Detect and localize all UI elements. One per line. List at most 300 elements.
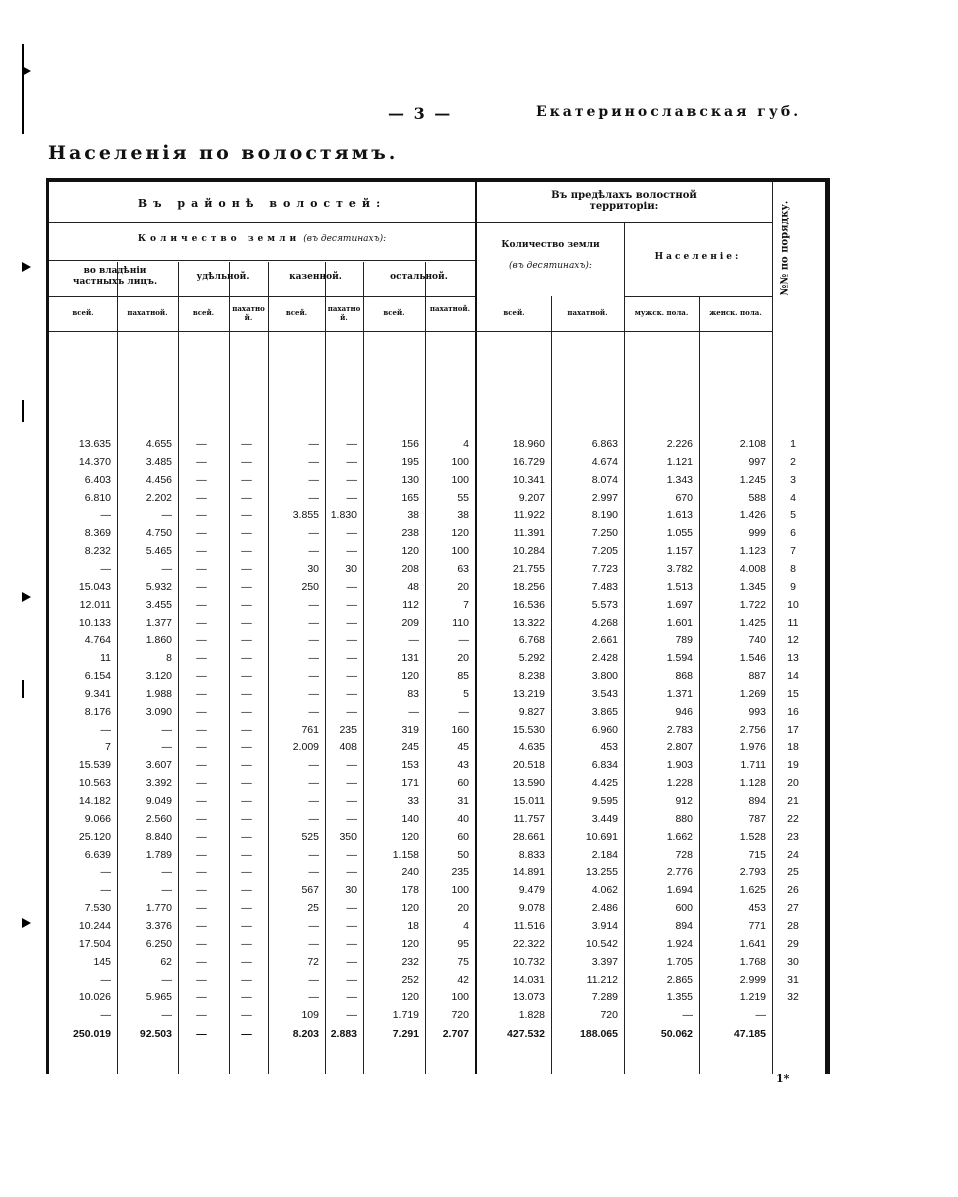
table-cell: — <box>308 617 319 629</box>
table-cell: 31 <box>787 974 799 986</box>
table-cell: 9 <box>790 581 796 593</box>
table-cell: — <box>196 849 207 861</box>
table-cell: — <box>241 741 252 753</box>
total-cell: 8.203 <box>292 1028 319 1040</box>
table-cell: — <box>241 688 252 700</box>
table-cell: 10.133 <box>78 617 111 629</box>
table-cell: 6 <box>790 527 796 539</box>
table-cell: 5 <box>790 509 796 521</box>
table-cell: 4.456 <box>145 474 172 486</box>
table-cell: 8.074 <box>591 474 618 486</box>
table-cell: 2.783 <box>666 724 693 736</box>
table-cell: 17.504 <box>78 938 111 950</box>
table-cell: 1.988 <box>145 688 172 700</box>
table-cell: 17 <box>787 724 799 736</box>
sub-header-pakhatnoy: пахатной. <box>327 304 361 322</box>
terr-pop-header: Населеніе: <box>654 252 742 262</box>
table-cell: 3.607 <box>145 759 172 771</box>
table-cell: 8.190 <box>591 509 618 521</box>
table-cell: — <box>241 652 252 664</box>
table-cell: — <box>241 813 252 825</box>
table-cell: — <box>346 759 357 771</box>
table-cell: — <box>346 813 357 825</box>
table-cell: 2.776 <box>666 866 693 878</box>
table-cell: 2.184 <box>591 849 618 861</box>
table-cell: 156 <box>401 438 419 450</box>
margin-arrow-mark <box>22 592 31 602</box>
table-cell: 12.011 <box>79 599 111 611</box>
header-rule <box>49 260 475 261</box>
table-cell: 13.322 <box>512 617 545 629</box>
table-cell: 4 <box>463 438 469 450</box>
table-cell: 178 <box>401 884 419 896</box>
table-cell: 20 <box>457 902 469 914</box>
table-cell: 453 <box>748 902 766 914</box>
table-cell: — <box>196 1009 207 1021</box>
table-cell: 120 <box>401 545 419 557</box>
table-cell: 1.641 <box>739 938 766 950</box>
table-cell: 8 <box>790 563 796 575</box>
table-cell: — <box>241 456 252 468</box>
table-cell: 32 <box>787 991 799 1003</box>
table-cell: 11.757 <box>513 813 545 825</box>
table-cell: — <box>196 706 207 718</box>
table-cell: 2.108 <box>739 438 766 450</box>
sheet-signature-mark: 1* <box>776 1072 790 1085</box>
table-cell: 21 <box>787 795 799 807</box>
table-cell: — <box>241 706 252 718</box>
sub-header-pakhatnoy: пахатной. <box>127 308 168 317</box>
table-cell: 10.284 <box>512 545 545 557</box>
table-cell: — <box>196 456 207 468</box>
table-cell: 1.924 <box>666 938 693 950</box>
table-cell: 1.513 <box>666 581 693 593</box>
table-cell: 789 <box>675 634 693 646</box>
table-cell: 7 <box>105 741 111 753</box>
table-cell: 4 <box>463 920 469 932</box>
table-cell: 4.425 <box>591 777 618 789</box>
table-cell: — <box>308 438 319 450</box>
table-cell: 6.403 <box>84 474 111 486</box>
margin-rule <box>22 680 24 698</box>
total-cell: 47.185 <box>733 1028 766 1040</box>
table-cell: 27 <box>787 902 799 914</box>
table-cell: 19 <box>787 759 799 771</box>
sub-header-vsey: всей. <box>72 308 94 317</box>
table-cell: — <box>346 617 357 629</box>
table-cell: 1.601 <box>666 617 693 629</box>
table-cell: 408 <box>339 741 357 753</box>
table-cell: 38 <box>407 509 419 521</box>
table-cell: — <box>161 509 172 521</box>
table-cell: 2.226 <box>666 438 693 450</box>
table-cell: 14.031 <box>512 974 545 986</box>
table-cell: — <box>196 581 207 593</box>
table-cell: — <box>346 920 357 932</box>
table-cell: 11.212 <box>586 974 618 986</box>
table-cell: 3.914 <box>591 920 618 932</box>
table-cell: 3.090 <box>145 706 172 718</box>
table-cell: 350 <box>339 831 357 843</box>
table-cell: — <box>241 795 252 807</box>
table-cell: 30 <box>345 884 357 896</box>
table-cell: 9.207 <box>518 492 545 504</box>
table-cell: 83 <box>407 688 419 700</box>
table-cell: — <box>308 759 319 771</box>
table-cell: 95 <box>457 938 469 950</box>
table-cell: 60 <box>457 777 469 789</box>
table-cell: 21.755 <box>512 563 545 575</box>
table-cell: — <box>308 706 319 718</box>
margin-arrow-mark <box>22 262 31 272</box>
table-cell: — <box>100 563 111 575</box>
column-rule <box>178 262 179 1074</box>
table-cell: 7.530 <box>84 902 111 914</box>
table-cell: 6.639 <box>84 849 111 861</box>
table-cell: 1.425 <box>739 617 766 629</box>
table-cell: 16.536 <box>512 599 545 611</box>
table-cell: 13.635 <box>78 438 111 450</box>
table-cell: 740 <box>748 634 766 646</box>
table-cell: 1.377 <box>145 617 172 629</box>
table-cell: 20.518 <box>512 759 545 771</box>
table-cell: 40 <box>457 813 469 825</box>
table-cell: 209 <box>401 617 419 629</box>
table-cell: — <box>308 634 319 646</box>
table-cell: — <box>308 813 319 825</box>
table-cell: 1.662 <box>666 831 693 843</box>
table-cell: 2.756 <box>739 724 766 736</box>
table-cell: 1.546 <box>739 652 766 664</box>
table-cell: — <box>196 795 207 807</box>
table-cell: — <box>241 956 252 968</box>
table-cell: — <box>196 492 207 504</box>
column-rule <box>229 262 230 1074</box>
terr-land-label: Количество земли <box>501 240 600 250</box>
table-cell: 9.595 <box>591 795 618 807</box>
table-cell: — <box>196 759 207 771</box>
table-cell: 15.530 <box>512 724 545 736</box>
margin-arrow-mark <box>22 918 31 928</box>
table-cell: 8.238 <box>518 670 545 682</box>
table-cell: 6.768 <box>518 634 545 646</box>
table-cell: 1.719 <box>392 1009 419 1021</box>
table-cell: — <box>308 777 319 789</box>
table-cell: 25 <box>307 902 319 914</box>
table-cell: 1.828 <box>518 1009 545 1021</box>
table-cell: — <box>196 938 207 950</box>
table-cell: 7.723 <box>591 563 618 575</box>
table-cell: — <box>196 438 207 450</box>
table-cell: 1.219 <box>739 991 766 1003</box>
table-cell: 4.635 <box>518 741 545 753</box>
table-cell: 3 <box>790 474 796 486</box>
table-cell: — <box>196 741 207 753</box>
table-cell: 2.009 <box>292 741 319 753</box>
table-cell: 720 <box>600 1009 618 1021</box>
table-cell: 22.322 <box>512 938 545 950</box>
table-cell: 75 <box>457 956 469 968</box>
table-cell: 100 <box>451 456 469 468</box>
group-rayon-header: Въ районѣ волостей: <box>137 197 387 210</box>
table-cell: 13.219 <box>512 688 545 700</box>
terr-land-unit: (въ десятинахъ): <box>509 261 592 271</box>
table-cell: — <box>196 599 207 611</box>
table-cell: — <box>241 759 252 771</box>
table-cell: 4.008 <box>739 563 766 575</box>
table-cell: — <box>308 938 319 950</box>
table-cell: 6.960 <box>591 724 618 736</box>
total-cell: — <box>196 1028 207 1040</box>
page-subtitle: Населенія по волостямъ. <box>48 142 399 164</box>
table-cell: — <box>241 938 252 950</box>
table-cell: 1.245 <box>739 474 766 486</box>
table-cell: 1.157 <box>666 545 693 557</box>
table-cell: 4.750 <box>145 527 172 539</box>
table-cell: 2.202 <box>145 492 172 504</box>
table-cell: — <box>241 777 252 789</box>
table-cell: 42 <box>457 974 469 986</box>
table-cell: 43 <box>457 759 469 771</box>
table-cell: — <box>346 956 357 968</box>
table-cell: 1.694 <box>666 884 693 896</box>
table-cell: 771 <box>748 920 766 932</box>
table-cell: 720 <box>451 1009 469 1021</box>
table-cell: 8 <box>166 652 172 664</box>
table-cell: — <box>196 688 207 700</box>
table-cell: 7.289 <box>591 991 618 1003</box>
table-cell: — <box>346 777 357 789</box>
table-cell: 14.182 <box>78 795 111 807</box>
sub-header-male: мужск. пола. <box>634 308 689 317</box>
table-cell: 10.341 <box>512 474 545 486</box>
table-cell: — <box>161 724 172 736</box>
margin-arrow-mark <box>22 66 31 76</box>
table-cell: — <box>100 509 111 521</box>
table-cell: 2.486 <box>591 902 618 914</box>
table-cell: 7 <box>463 599 469 611</box>
table-cell: 10.563 <box>78 777 111 789</box>
table-cell: — <box>161 1009 172 1021</box>
table-cell: — <box>196 991 207 1003</box>
table-cell: 1.830 <box>330 509 357 521</box>
table-cell: 63 <box>457 563 469 575</box>
table-cell: 25.120 <box>78 831 111 843</box>
table-cell: 3.865 <box>591 706 618 718</box>
table-cell: 1.903 <box>666 759 693 771</box>
table-cell: — <box>100 884 111 896</box>
land-qty-header <box>49 234 475 245</box>
table-cell: 3.455 <box>145 599 172 611</box>
total-cell: 92.503 <box>139 1028 172 1040</box>
cat-ostalnoy-header: остальной. <box>390 272 448 282</box>
table-cell: — <box>346 527 357 539</box>
table-cell: 23 <box>787 831 799 843</box>
table-cell: — <box>196 956 207 968</box>
table-cell: 30 <box>307 563 319 575</box>
table-cell: — <box>308 920 319 932</box>
table-cell: 5.932 <box>145 581 172 593</box>
table-cell: 10.026 <box>78 991 111 1003</box>
table-cell: 85 <box>457 670 469 682</box>
table-cell: — <box>308 849 319 861</box>
land-qty-label: Количество земли <box>137 234 301 244</box>
table-cell: — <box>408 706 419 718</box>
table-cell: 15.539 <box>78 759 111 771</box>
table-cell: — <box>308 474 319 486</box>
table-cell: 31 <box>457 795 469 807</box>
table-cell: 3.800 <box>591 670 618 682</box>
table-cell: 4.268 <box>591 617 618 629</box>
gubernia-title: Екатеринославская губ. <box>536 104 802 120</box>
table-cell: 24 <box>787 849 799 861</box>
table-cell: 1 <box>790 438 796 450</box>
table-cell: 868 <box>675 670 693 682</box>
table-cell: 5.965 <box>145 991 172 1003</box>
table-cell: 525 <box>301 831 319 843</box>
table-cell: 8.840 <box>145 831 172 843</box>
table-cell: 14.370 <box>78 456 111 468</box>
table-cell: — <box>241 670 252 682</box>
sub-header-vsey: всей. <box>285 308 308 317</box>
table-cell: — <box>196 777 207 789</box>
table-cell: 4.655 <box>145 438 172 450</box>
table-cell: — <box>346 599 357 611</box>
table-cell: 9.078 <box>518 902 545 914</box>
table-cell: 28.661 <box>512 831 545 843</box>
table-cell: 1.055 <box>666 527 693 539</box>
table-cell: 887 <box>748 670 766 682</box>
table-cell: — <box>308 688 319 700</box>
table-cell: — <box>196 902 207 914</box>
total-cell: 250.019 <box>73 1028 111 1040</box>
table-cell: — <box>308 670 319 682</box>
table-cell: — <box>196 831 207 843</box>
table-cell: 20 <box>787 777 799 789</box>
table-cell: 13.073 <box>512 991 545 1003</box>
table-cell: — <box>161 974 172 986</box>
table-cell: — <box>196 474 207 486</box>
table-cell: 453 <box>600 741 618 753</box>
table-cell: 140 <box>401 813 419 825</box>
table-cell: 567 <box>301 884 319 896</box>
table-cell: 100 <box>451 474 469 486</box>
table-cell: 252 <box>401 974 419 986</box>
table-cell: — <box>346 795 357 807</box>
table-cell: — <box>346 938 357 950</box>
table-cell: 9.827 <box>518 706 545 718</box>
table-cell: 26 <box>787 884 799 896</box>
table-cell: 131 <box>401 652 419 664</box>
table-cell: — <box>241 884 252 896</box>
table-cell: 715 <box>748 849 766 861</box>
table-cell: 18.256 <box>512 581 545 593</box>
table-cell: 235 <box>339 724 357 736</box>
table-cell: 15.043 <box>78 581 111 593</box>
table-cell: — <box>308 795 319 807</box>
table-cell: 600 <box>675 902 693 914</box>
table-cell: 8.176 <box>84 706 111 718</box>
table-cell: 6.154 <box>84 670 111 682</box>
table-cell: 171 <box>401 777 419 789</box>
table-cell: 3.397 <box>591 956 618 968</box>
table-cell: 28 <box>787 920 799 932</box>
table-cell: — <box>346 866 357 878</box>
table-cell: — <box>196 617 207 629</box>
table-cell: — <box>196 527 207 539</box>
table-cell: 232 <box>401 956 419 968</box>
table-cell: — <box>346 474 357 486</box>
table-cell: 2.999 <box>739 974 766 986</box>
table-cell: 245 <box>401 741 419 753</box>
table-cell: — <box>408 634 419 646</box>
table-cell: 10.732 <box>512 956 545 968</box>
table-cell: 1.371 <box>666 688 693 700</box>
table-cell: 30 <box>787 956 799 968</box>
table-cell: 10.542 <box>585 938 618 950</box>
table-cell: 100 <box>451 884 469 896</box>
table-cell: — <box>100 1009 111 1021</box>
header-rule <box>49 331 772 332</box>
table-cell: 100 <box>451 545 469 557</box>
table-cell: — <box>161 563 172 575</box>
table-cell: — <box>241 634 252 646</box>
sub-header-pakhatnoy: пахатной. <box>567 308 608 317</box>
table-cell: 153 <box>401 759 419 771</box>
table-cell: 894 <box>675 920 693 932</box>
table-cell: 1.594 <box>666 652 693 664</box>
table-cell: 18 <box>787 741 799 753</box>
table-cell: 11 <box>100 652 111 664</box>
table-cell: 60 <box>457 831 469 843</box>
table-cell: — <box>241 974 252 986</box>
table-cell: 130 <box>401 474 419 486</box>
table-cell: 16 <box>787 706 799 718</box>
sub-header-vsey: всей. <box>192 308 215 317</box>
table-cell: — <box>241 920 252 932</box>
table-cell: — <box>346 670 357 682</box>
table-cell: 999 <box>748 527 766 539</box>
table-cell: 109 <box>301 1009 319 1021</box>
table-cell: 30 <box>345 563 357 575</box>
table-cell: 240 <box>401 866 419 878</box>
table-cell: 2.661 <box>591 634 618 646</box>
header-rule <box>49 222 475 223</box>
table-cell: 45 <box>457 741 469 753</box>
table-cell: — <box>241 545 252 557</box>
table-cell: — <box>308 527 319 539</box>
table-cell: 50 <box>457 849 469 861</box>
table-cell: 761 <box>301 724 319 736</box>
table-cell: 2.793 <box>739 866 766 878</box>
table-cell: 4 <box>790 492 796 504</box>
table-cell: — <box>346 438 357 450</box>
table-cell: — <box>196 866 207 878</box>
table-cell: 2.428 <box>591 652 618 664</box>
table-cell: 912 <box>675 795 693 807</box>
table-cell: 997 <box>748 456 766 468</box>
table-cell: 20 <box>457 581 469 593</box>
sub-header-pakhatnoy: пахатной. <box>429 304 471 313</box>
table-cell: — <box>241 866 252 878</box>
table-cell: 1.711 <box>740 759 766 771</box>
table-cell: 1.158 <box>392 849 419 861</box>
land-qty-unit: (въ десятинахъ): <box>303 234 387 244</box>
table-cell: 993 <box>748 706 766 718</box>
table-cell: 3.449 <box>591 813 618 825</box>
table-cell: 1.697 <box>666 599 693 611</box>
table-cell: 235 <box>451 866 469 878</box>
